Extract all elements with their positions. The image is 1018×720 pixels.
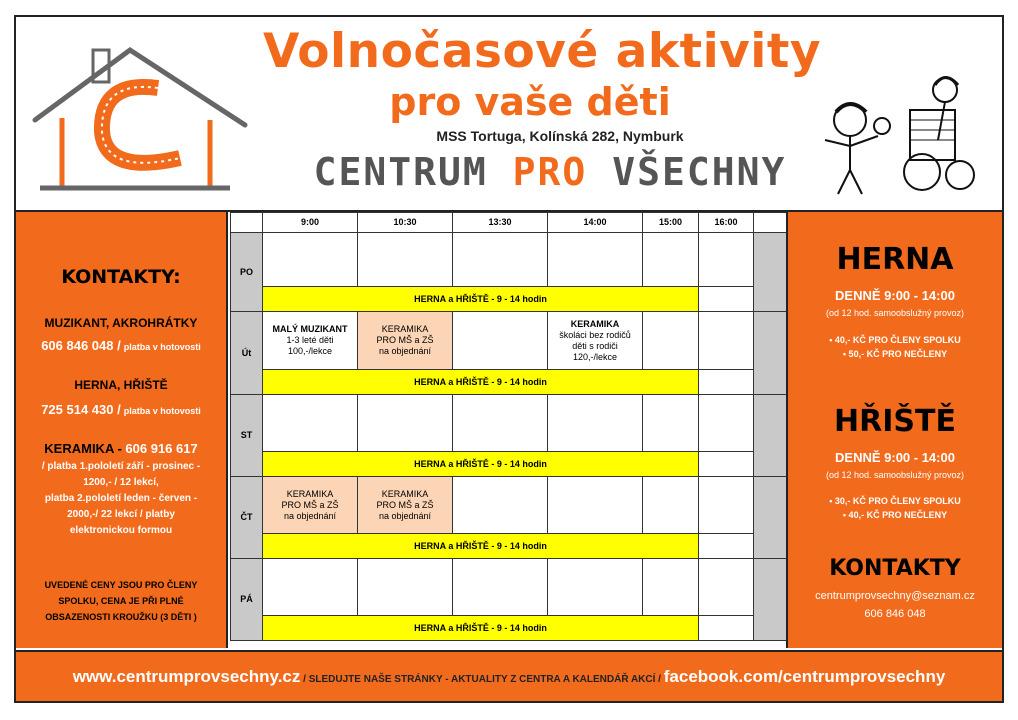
herna-row-ut xyxy=(231,370,787,395)
activity-detail: PRO MŠ a ZŠ xyxy=(376,335,434,345)
herna-note: (od 12 hod. samoobslužný provoz) xyxy=(825,308,965,318)
gray-cell xyxy=(754,559,787,641)
brand-logotype xyxy=(290,150,810,194)
slot-cell xyxy=(643,395,699,452)
gray-cell xyxy=(754,213,787,233)
slot-cell xyxy=(263,395,358,452)
keramika-line1: / platba 1.pololetí září - prosinec - xyxy=(41,461,201,472)
day-label-po: PO xyxy=(231,233,263,312)
activity-detail: PRO MŠ a ZŠ xyxy=(281,499,339,510)
herna-title: HERNA xyxy=(836,242,954,277)
slot-cell xyxy=(699,395,754,452)
brand-part2: PRO xyxy=(512,150,588,194)
slot-cell xyxy=(548,233,643,287)
time-header: 15:00 xyxy=(643,213,699,233)
activity-detail: PRO MŠ a ZŠ xyxy=(376,499,434,510)
herna-bar: HERNA a HŘIŠTĚ - 9 - 14 hodin xyxy=(263,287,699,312)
keramika-skolaci-cell xyxy=(548,312,643,370)
day-row-ct xyxy=(231,477,787,534)
info-panel xyxy=(786,212,1002,648)
activity-price: 120,-/lekce xyxy=(572,351,618,362)
muzikant-label: MUZIKANT, AKROHRÁTKY xyxy=(44,316,198,330)
muzikant-payment: platba v hotovosti xyxy=(123,342,201,352)
slot-cell xyxy=(699,534,754,559)
slot-cell xyxy=(643,312,699,370)
slot-cell xyxy=(699,312,754,370)
contacts-title: KONTAKTY xyxy=(829,556,961,581)
slot-cell xyxy=(263,233,358,287)
slot-cell xyxy=(643,477,699,534)
herna-bar: HERNA a HŘIŠTĚ - 9 - 14 hodin xyxy=(263,616,699,641)
hriste-note: (od 12 hod. samoobslužný provoz) xyxy=(825,470,965,480)
slot-cell xyxy=(358,233,453,287)
slot-cell xyxy=(699,477,754,534)
keramika-line2: 1200,- / 12 lekcí, xyxy=(83,477,159,488)
day-label-st: ST xyxy=(231,395,263,477)
activity-detail: na objednání xyxy=(378,510,432,521)
herna-phone: 725 514 430 / xyxy=(41,402,121,417)
contact-email[interactable]: centrumprovsechny@seznam.cz xyxy=(815,590,975,602)
corner-cell xyxy=(231,213,263,233)
keramika-cell xyxy=(358,477,453,534)
day-label-ct: ČT xyxy=(231,477,263,559)
activity-title: KERAMIKA xyxy=(381,324,429,334)
slot-cell xyxy=(453,312,548,370)
brand-part1: CENTRUM xyxy=(313,150,488,194)
activity-title: KERAMIKA xyxy=(381,488,429,499)
keramika-cell xyxy=(263,477,358,534)
herna-price-members: • 40,- KČ PRO ČLENY SPOLKU xyxy=(829,335,961,345)
keramika-cell xyxy=(358,312,453,370)
slot-cell xyxy=(643,233,699,287)
muzikant-phone: 606 846 048 / xyxy=(41,338,121,353)
time-header: 16:00 xyxy=(699,213,754,233)
gray-cell xyxy=(754,477,787,559)
footer-bar xyxy=(16,650,1002,701)
schedule-table xyxy=(230,212,787,641)
title-line2: pro vaše děti xyxy=(389,80,671,124)
hriste-price-nonmembers: • 40,- KČ PRO NEČLENY xyxy=(842,510,948,520)
hriste-daily: DENNĚ 9:00 - 14:00 xyxy=(835,450,955,465)
herna-row-po xyxy=(231,287,787,312)
herna-row-ct xyxy=(231,534,787,559)
activity-title: KERAMIKA xyxy=(286,488,334,499)
slot-cell xyxy=(548,395,643,452)
slot-cell xyxy=(263,559,358,616)
children-drawing-icon xyxy=(810,60,980,200)
slot-cell xyxy=(643,559,699,616)
herna-label: HERNA, HŘIŠTĚ xyxy=(74,378,168,392)
activity-price: 100,-/lekce xyxy=(287,346,333,356)
activity-title: KERAMIKA xyxy=(570,318,620,329)
gray-cell xyxy=(754,312,787,395)
day-row-ut xyxy=(231,312,787,370)
slot-cell xyxy=(699,233,754,287)
slot-cell xyxy=(699,287,754,312)
contact-phone: 606 846 048 xyxy=(864,608,926,620)
slot-cell xyxy=(453,559,548,616)
herna-daily: DENNĚ 9:00 - 14:00 xyxy=(835,288,955,303)
herna-bar: HERNA a HŘIŠTĚ - 9 - 14 hodin xyxy=(263,452,699,477)
contacts-panel xyxy=(16,212,228,648)
gray-cell xyxy=(754,395,787,477)
herna-bar: HERNA a HŘIŠTĚ - 9 - 14 hodin xyxy=(263,370,699,395)
weekly-schedule xyxy=(230,212,786,648)
day-row-st xyxy=(231,395,787,452)
note-line1: UVEDENÉ CENY JSOU PRO ČLENY xyxy=(44,580,198,590)
slot-cell xyxy=(453,233,548,287)
day-row-pa xyxy=(231,559,787,616)
herna-row-st xyxy=(231,452,787,477)
herna-bar: HERNA a HŘIŠTĚ - 9 - 14 hodin xyxy=(263,534,699,559)
keramika-line5: elektronickou formou xyxy=(69,525,173,536)
slot-cell xyxy=(453,477,548,534)
hriste-title: HŘIŠTĚ xyxy=(834,404,956,439)
gray-cell xyxy=(754,233,787,312)
activity-detail: školáci bez rodičů xyxy=(559,329,631,340)
keramika-phone: 606 916 617 xyxy=(125,441,198,456)
herna-payment: platba v hotovosti xyxy=(123,406,201,416)
activity-detail: na objednání xyxy=(378,346,432,356)
slot-cell xyxy=(358,559,453,616)
footer-text: / SLEDUJTE NAŠE STRÁNKY - AKTUALITY Z CENTRA A KALENDÁŘ AKCÍ / xyxy=(300,674,664,685)
day-label-ut: Út xyxy=(231,312,263,395)
title-line1: Volnočasové aktivity xyxy=(262,24,822,79)
keramika-line3: platba 2.pololetí leden - červen - xyxy=(44,493,198,504)
keramika-line4: 2000,-/ 22 lekcí / platby xyxy=(67,509,175,520)
house-logo-icon xyxy=(30,40,250,200)
time-header: 14:00 xyxy=(548,213,643,233)
time-header: 13:30 xyxy=(453,213,548,233)
day-label-pa: PÁ xyxy=(231,559,263,641)
slot-cell xyxy=(548,477,643,534)
brand-part3: VŠECHNY xyxy=(612,150,787,194)
time-header: 9:00 xyxy=(263,213,358,233)
note-line2: SPOLKU, CENA JE PŘI PLNÉ xyxy=(58,596,184,606)
keramika-label: KERAMIKA - xyxy=(44,441,122,456)
activity-detail: 1-3 leté děti xyxy=(286,335,334,345)
slot-cell xyxy=(358,395,453,452)
slot-cell xyxy=(699,370,754,395)
website-link[interactable]: www.centrumprovsechny.cz xyxy=(72,667,301,686)
slot-cell xyxy=(699,559,754,616)
activity-title: MALÝ MUZIKANT xyxy=(272,324,348,334)
slot-cell xyxy=(699,452,754,477)
note-line3: OBSAZENOSTI KROUŽKU (3 DĚTI ) xyxy=(45,612,197,622)
activity-detail: na objednání xyxy=(283,510,337,521)
activity-detail: děti s rodiči xyxy=(572,340,618,351)
address: MSS Tortuga, Kolínská 282, Nymburk xyxy=(436,128,684,144)
slot-cell xyxy=(699,616,754,641)
herna-row-pa xyxy=(231,616,787,641)
contacts-heading: KONTAKTY: xyxy=(61,266,181,288)
slot-cell xyxy=(548,559,643,616)
herna-price-nonmembers: • 50,- KČ PRO NEČLENY xyxy=(842,349,948,359)
time-header: 10:30 xyxy=(358,213,453,233)
slot-cell xyxy=(453,395,548,452)
time-header-row xyxy=(231,213,787,233)
facebook-link[interactable]: facebook.com/centrumprovsechny xyxy=(663,667,946,686)
hriste-price-members: • 30,- KČ PRO ČLENY SPOLKU xyxy=(829,496,961,506)
maly-muzikant-cell xyxy=(263,312,358,370)
day-row-po xyxy=(231,233,787,287)
